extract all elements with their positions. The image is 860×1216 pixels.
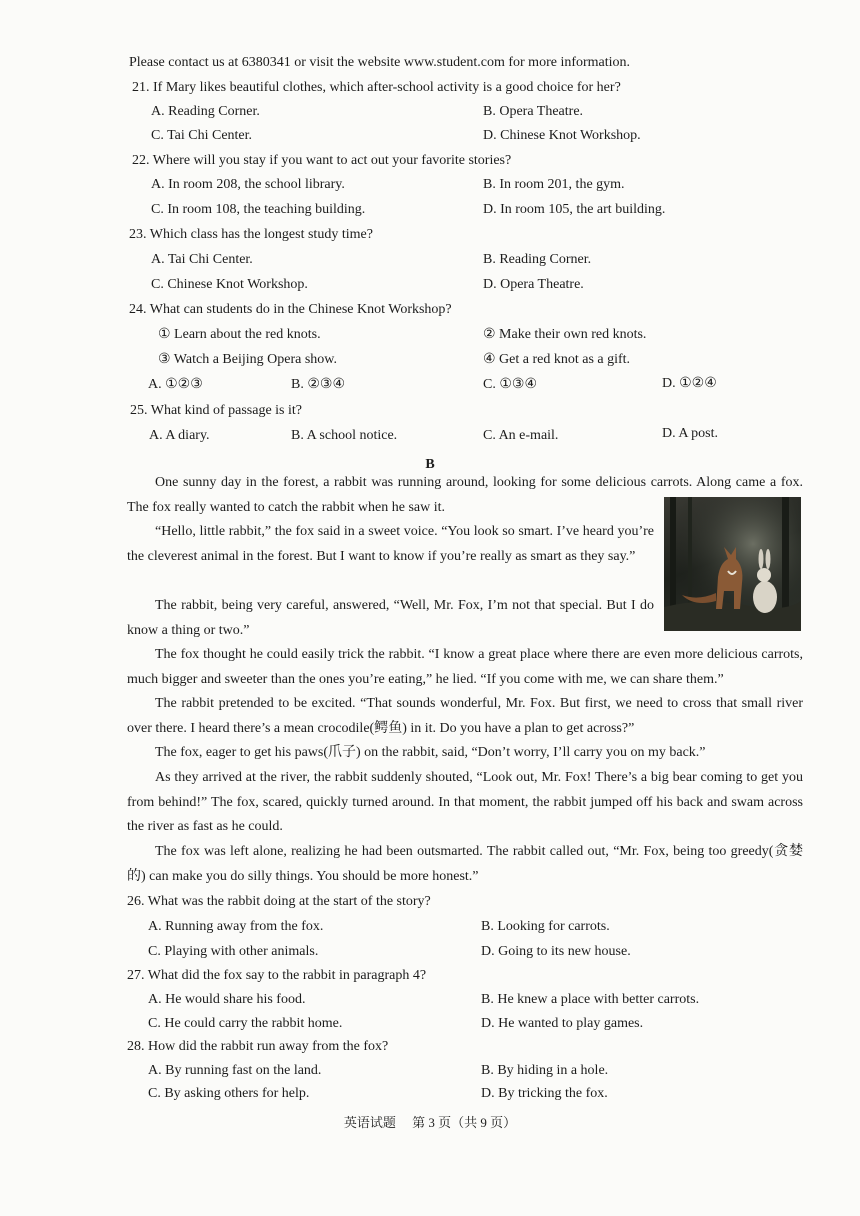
q21-option-c: C. Tai Chi Center. bbox=[151, 128, 253, 143]
q24-option-c: C. ①③④ bbox=[483, 377, 537, 392]
question-28: 28. How did the rabbit run away from the fox? bbox=[127, 1039, 389, 1054]
section-b-heading: B bbox=[425, 457, 435, 472]
fox-and-rabbit-photo bbox=[664, 497, 801, 631]
story-paragraph-3: The rabbit, being very careful, answered, “Well, Mr. Fox, I’m not that special. But I do know a thing or two.” bbox=[127, 598, 654, 638]
story-paragraph-8: The fox was left alone, realizing he had been outsmarted. The rabbit called out, “Mr. Fox, being too greedy(贪婪的) can make you do silly things. You should be more honest.” bbox=[127, 844, 803, 884]
q24-statement-3: ③ Watch a Beijing Opera show. bbox=[158, 352, 337, 367]
q28-option-d: D. By tricking the fox. bbox=[481, 1086, 608, 1101]
question-27: 27. What did the fox say to the rabbit in paragraph 4? bbox=[127, 968, 427, 983]
q25-option-c: C. An e-mail. bbox=[483, 428, 559, 443]
q28-option-a: A. By running fast on the land. bbox=[148, 1063, 322, 1078]
q27-option-b: B. He knew a place with better carrots. bbox=[481, 992, 700, 1007]
q25-option-b: B. A school notice. bbox=[291, 428, 398, 443]
q24-option-d: D. ①②④ bbox=[662, 376, 717, 391]
q21-option-a: A. Reading Corner. bbox=[151, 104, 260, 119]
q28-option-c: C. By asking others for help. bbox=[148, 1086, 310, 1101]
page-footer: 英语试题 第 3 页（共 9 页） bbox=[343, 1115, 517, 1130]
q25-option-d: D. A post. bbox=[662, 426, 719, 441]
q24-option-b: B. ②③④ bbox=[291, 377, 345, 392]
q23-option-d: D. Opera Theatre. bbox=[483, 277, 584, 292]
q24-statement-2: ② Make their own red knots. bbox=[483, 327, 647, 342]
contact-line: Please contact us at 6380341 or visit the website www.student.com for more information. bbox=[129, 55, 631, 70]
question-21: 21. If Mary likes beautiful clothes, which after-school activity is a good choice for her? bbox=[132, 80, 621, 95]
q27-option-c: C. He could carry the rabbit home. bbox=[148, 1016, 343, 1031]
question-26: 26. What was the rabbit doing at the start of the story? bbox=[127, 894, 431, 909]
story-paragraph-2: “Hello, little rabbit,” the fox said in a sweet voice. “You look so smart. I’ve heard you’re the cleverest animal in the forest. But I want to know if you’re really as smart as they say.” bbox=[127, 524, 654, 564]
story-paragraph-4: The fox thought he could easily trick the rabbit. “I know a great place where there are even more delicious carrots, much bigger and sweeter than the ones you’re eating,” he lied. “If you come with me, we can share them.” bbox=[127, 647, 803, 687]
q21-option-d: D. Chinese Knot Workshop. bbox=[483, 128, 641, 143]
q26-option-a: A. Running away from the fox. bbox=[148, 919, 324, 934]
q22-option-c: C. In room 108, the teaching building. bbox=[151, 202, 366, 217]
q26-option-c: C. Playing with other animals. bbox=[148, 944, 319, 959]
q26-option-d: D. Going to its new house. bbox=[481, 944, 631, 959]
q28-option-b: B. By hiding in a hole. bbox=[481, 1063, 609, 1078]
q27-option-d: D. He wanted to play games. bbox=[481, 1016, 644, 1031]
q22-option-a: A. In room 208, the school library. bbox=[151, 177, 345, 192]
q23-option-b: B. Reading Corner. bbox=[483, 252, 592, 267]
q25-option-a: A. A diary. bbox=[149, 428, 210, 443]
story-paragraph-7: As they arrived at the river, the rabbit suddenly shouted, “Look out, Mr. Fox! There’s a big bear coming to get you from behind!” The fox, scared, quickly turned around. In that moment, the rabbit jumped off his back and swam across the river as fast as he could. bbox=[127, 770, 803, 834]
question-24: 24. What can students do in the Chinese Knot Workshop? bbox=[129, 302, 452, 317]
q24-option-a: A. ①②③ bbox=[148, 377, 203, 392]
question-25: 25. What kind of passage is it? bbox=[130, 403, 302, 418]
q22-option-d: D. In room 105, the art building. bbox=[483, 202, 666, 217]
q27-option-a: A. He would share his food. bbox=[148, 992, 306, 1007]
q23-option-a: A. Tai Chi Center. bbox=[151, 252, 253, 267]
q22-option-b: B. In room 201, the gym. bbox=[483, 177, 625, 192]
q26-option-b: B. Looking for carrots. bbox=[481, 919, 610, 934]
q24-statement-4: ④ Get a red knot as a gift. bbox=[483, 352, 631, 367]
story-paragraph-5: The rabbit pretended to be excited. “That sounds wonderful, Mr. Fox. But first, we need to cross that small river over there. I heard there’s a mean crocodile(鳄鱼) in it. Do you have a plan to get across?” bbox=[127, 696, 803, 736]
story-paragraph-6: The fox, eager to get his paws(爪子) on the rabbit, said, “Don’t worry, I’ll carry you on my back.” bbox=[155, 745, 706, 760]
q24-statement-1: ① Learn about the red knots. bbox=[158, 327, 321, 342]
q23-option-c: C. Chinese Knot Workshop. bbox=[151, 277, 308, 292]
question-23: 23. Which class has the longest study time? bbox=[129, 227, 373, 242]
q21-option-b: B. Opera Theatre. bbox=[483, 104, 584, 119]
question-22: 22. Where will you stay if you want to act out your favorite stories? bbox=[132, 153, 512, 168]
story-paragraph-1: One sunny day in the forest, a rabbit was running around, looking for some delicious carrots. Along came a fox. The fox really wanted to catch the rabbit when he saw it. bbox=[127, 475, 803, 515]
